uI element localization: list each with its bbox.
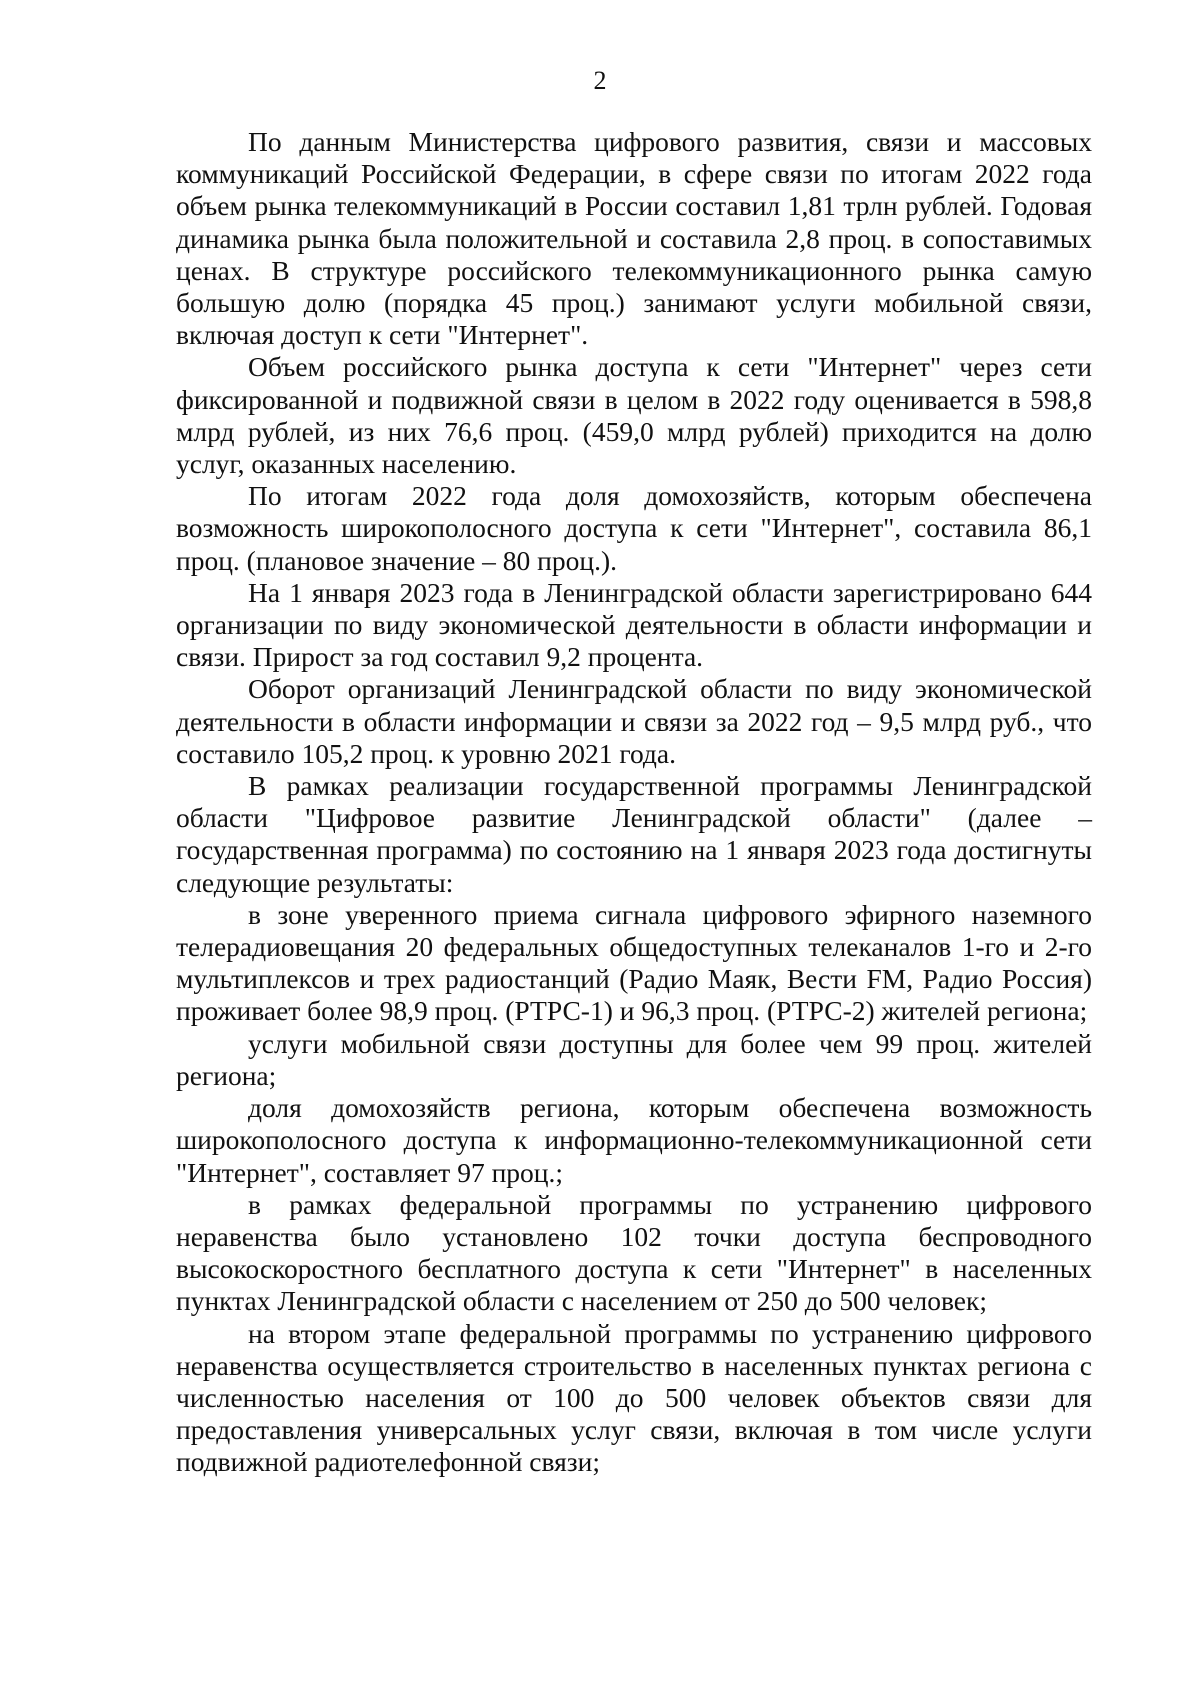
paragraph-telecom-market: По данным Министерства цифрового развития, связи и массовых коммуникаций Российской Федерации, в сфере связи по итогам 2022 года объем рынка телекоммуникаций в России составил 1,81 трлн рублей. Годовая динамика рынка была положительной и составила 2,8 проц. в сопоставимых ценах. В структуре российского телекоммуникационного рынка самую большую долю (порядка 45 проц.) занимают услуги мобильной связи, включая доступ к сети "Интернет". xyxy=(176,126,1092,351)
paragraph-digital-tv: в зоне уверенного приема сигнала цифрового эфирного наземного телерадиовещания 20 федеральных общедоступных телеканалов 1-го и 2-го мультиплексов и трех радиостанций (Радио Маяк, Вести FM, Радио Россия) проживает более 98,9 проц. (РТРС-1) и 96,3 проц. (РТРС-2) жителей региона; xyxy=(176,898,1092,1027)
paragraph-second-stage: на втором этапе федеральной программы по устранению цифрового неравенства осуществляется строительство в населенных пунктах региона с численностью населения от 100 до 500 человек объектов связи для предоставления универсальных услуг связи, включая в том числе услуги подвижной радиотелефонной связи; xyxy=(176,1317,1092,1478)
paragraph-internet-market: Объем российского рынка доступа к сети "Интернет" через сети фиксированной и подвижной связи в целом в 2022 году оценивается в 598,8 млрд рублей, из них 76,6 проц. (459,0 млрд рублей) приходится на долю услуг, оказанных населению. xyxy=(176,351,1092,480)
document-body xyxy=(176,126,1092,1479)
paragraph-state-program: В рамках реализации государственной программы Ленинградской области "Цифровое развитие Ленинградской области" (далее – государственная программа) по состоянию на 1 января 2023 года достигнуты следующие результаты: xyxy=(176,770,1092,898)
paragraph-access-points: в рамках федеральной программы по устранению цифрового неравенства было установлено 102 точки доступа беспроводного высокоскоростного бесплатного доступа к сети "Интернет" в населенных пунктах Ленинградской области с населением от 250 до 500 человек; xyxy=(176,1188,1092,1317)
paragraph-mobile-coverage: услуги мобильной связи доступны для более чем 99 проц. жителей региона; xyxy=(176,1027,1092,1091)
paragraph-organizations-turnover: Оборот организаций Ленинградской области по виду экономической деятельности в области информации и связи за 2022 год – 9,5 млрд руб., что составило 105,2 проц. к уровню 2021 года. xyxy=(176,673,1092,769)
page-number: 2 xyxy=(593,66,607,95)
paragraph-organizations-count: На 1 января 2023 года в Ленинградской области зарегистрировано 644 организации по виду экономической деятельности в области информации и связи. Прирост за год составил 9,2 процента. xyxy=(176,576,1092,673)
paragraph-broadband-share: По итогам 2022 года доля домохозяйств, которым обеспечена возможность широкополосного доступа к сети "Интернет", составила 86,1 проц. (плановое значение – 80 проц.). xyxy=(176,480,1092,576)
paragraph-household-broadband: доля домохозяйств региона, которым обеспечена возможность широкополосного доступа к информационно-телекоммуникационной сети "Интернет", составляет 97 проц.; xyxy=(176,1092,1092,1188)
